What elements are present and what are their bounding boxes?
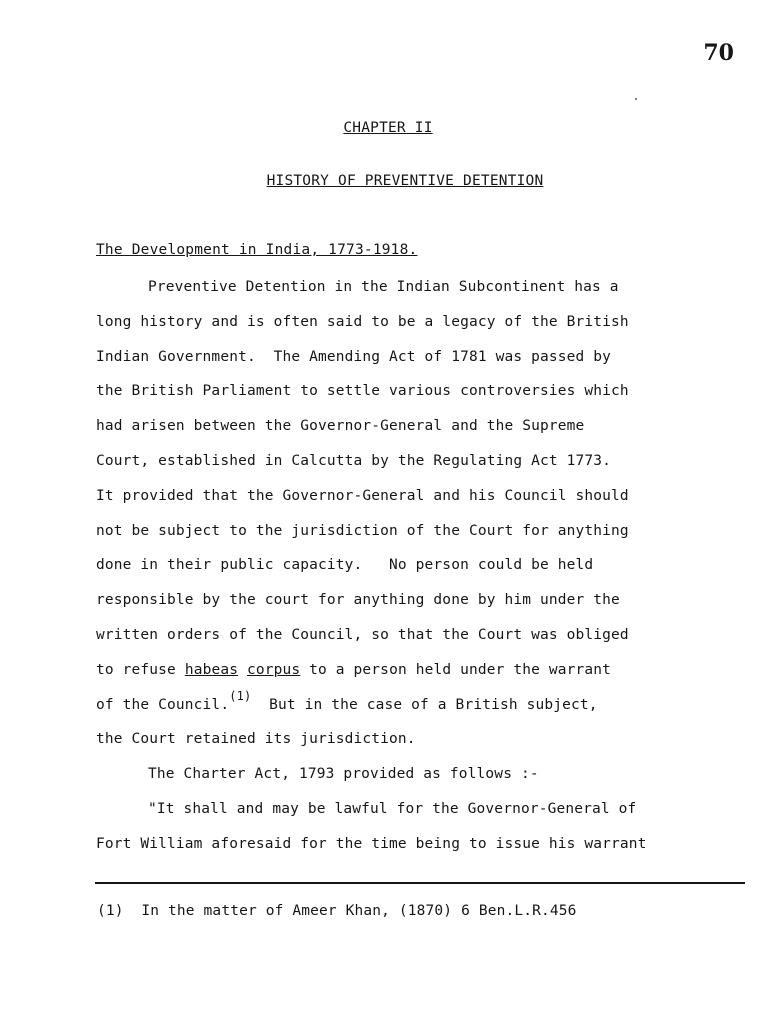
paragraph-line [96, 688, 756, 728]
line-text: to a person held under the warrant [300, 661, 612, 678]
paragraph-line: Preventive Detention in the Indian Subcontinent has a [148, 279, 619, 295]
chapter-heading: HISTORY OF PREVENTIVE DETENTION [266, 173, 544, 189]
paragraph-line: Indian Government. The Amending Act of 1781 was passed by [96, 348, 612, 365]
paragraph-line [96, 658, 756, 693]
paragraph-line: Court, established in Calcutta by the Regulating Act 1773. [96, 452, 612, 469]
quotation-line: "It shall and may be lawful for the Governor-General of [148, 800, 637, 817]
paragraph-line: not be subject to the jurisdiction of the Court for anything [96, 522, 629, 539]
paragraph-line: responsible by the court for anything done by him under the [96, 592, 620, 609]
paragraph-line: written orders of the Council, so that the Court was obliged [96, 626, 629, 643]
footnote: (1) In the matter of Ameer Khan, (1870) 6 Ben.L.R.456 [97, 903, 577, 919]
page-number: 70 [703, 40, 734, 66]
line-text: to refuse [96, 661, 185, 678]
paragraph-line: long history and is often said to be a legacy of the British [96, 313, 629, 330]
paragraph-line: done in their public capacity. No person could be held [96, 557, 594, 574]
body-text [96, 275, 756, 867]
paragraph-line: the Court retained its jurisdiction. [96, 731, 416, 748]
chapter-title: CHAPTER II [343, 120, 433, 136]
latin-term-corpus: corpus [246, 661, 301, 678]
paragraph-line: It provided that the Governor-General and his Council should [96, 487, 629, 504]
line-text: But in the case of a British subject, [251, 696, 598, 713]
paragraph-line: the British Parliament to settle various controversies which [96, 383, 629, 400]
quotation-line: Fort William aforesaid for the time being to issue his warrant [96, 835, 647, 852]
paragraph-line: The Charter Act, 1793 provided as follows :- [148, 766, 539, 783]
line-text: of the Council. [96, 696, 230, 713]
section-subheading: The Development in India, 1773-1918. [96, 242, 418, 258]
scan-speck [635, 98, 637, 100]
footnote-divider [95, 882, 745, 884]
latin-term-habeas: habeas [184, 661, 239, 678]
line-text [238, 662, 247, 678]
footnote-reference: (1) [229, 688, 252, 703]
paragraph-line: had arisen between the Governor-General and the Supreme [96, 418, 585, 435]
